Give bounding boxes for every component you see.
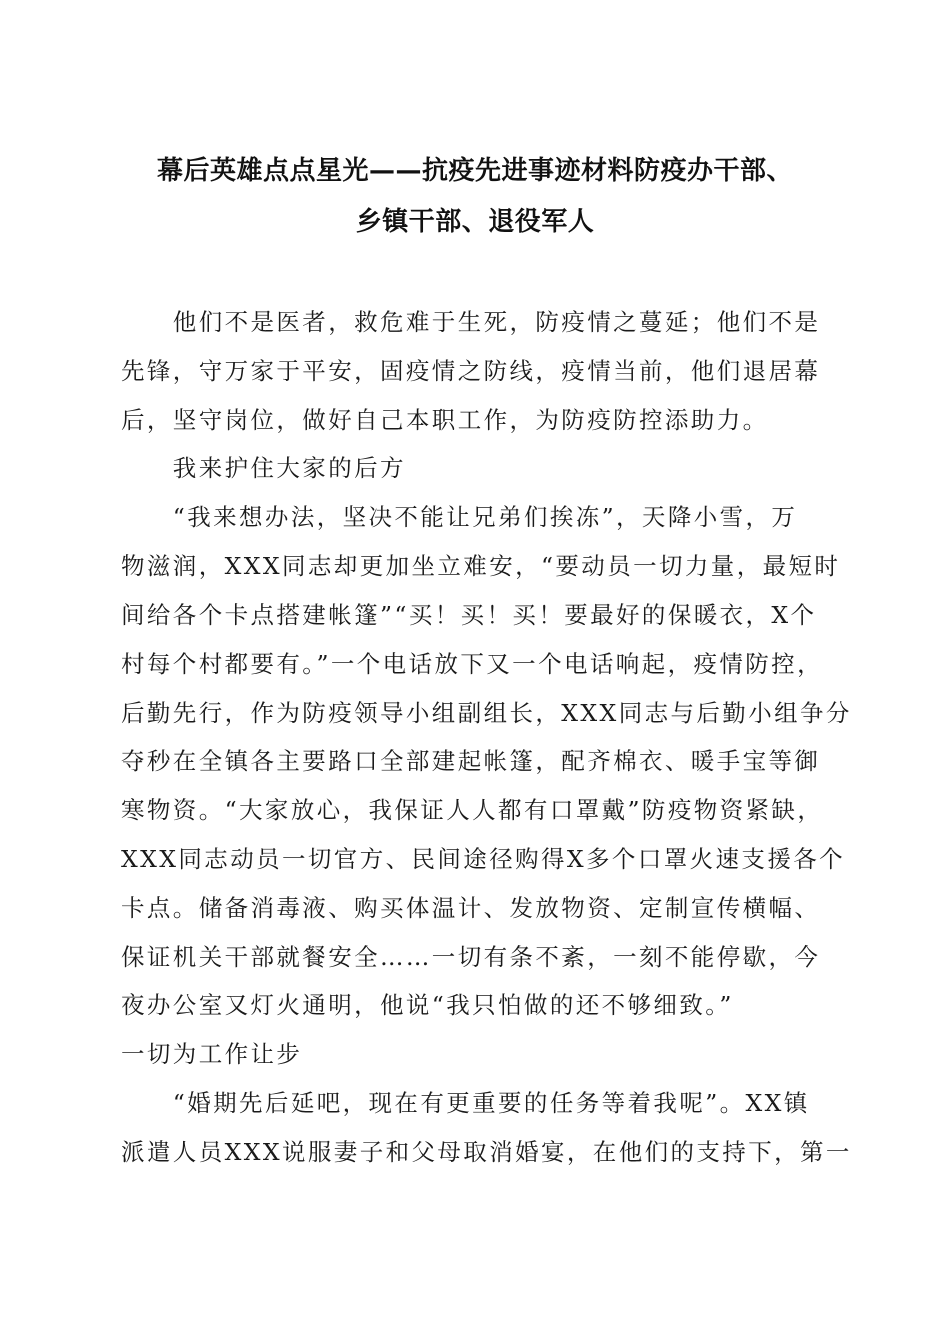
body-text-line: 夜办公室又灯火通明，他说“我只怕做的还不够细致。” (121, 991, 734, 1019)
section-heading: 一切为工作让步 (121, 1040, 303, 1068)
body-text-line: 后勤先行，作为防疫领导小组副组长，XXX同志与后勤小组争分 (121, 699, 852, 727)
body-text-line: 夺秒在全镇各主要路口全部建起帐篷，配齐棉衣、暖手宝等御 (121, 747, 821, 775)
body-text-line: 寒物资。“大家放心，我保证人人都有口罩戴”防疫物资紧缺， (121, 796, 824, 824)
body-text-line: “我来想办法，坚决不能让兄弟们挨冻”，天降小雪，万 (121, 503, 798, 531)
document-title-line-2: 乡镇干部、退役军人 (355, 207, 595, 237)
body-text-line: 后，坚守岗位，做好自己本职工作，为防疫防控添助力。 (121, 406, 769, 434)
body-text-line: XXX同志动员一切官方、民间途径购得X多个口罩火速支援各个 (121, 845, 846, 873)
document-title-line-1: 幕后英雄点点星光——抗疫先进事迹材料防疫办干部、 (156, 156, 793, 186)
body-text-line: 村每个村都要有。”一个电话放下又一个电话响起，疫情防控， (121, 650, 823, 678)
section-heading: 我来护住大家的后方 (121, 454, 406, 482)
body-text-line: 他们不是医者，救危难于生死，防疫情之蔓延；他们不是 (121, 308, 821, 336)
body-text-line: “婚期先后延吧，现在有更重要的任务等着我呢”。XX镇 (121, 1089, 810, 1117)
body-text-line: 卡点。储备消毒液、购买体温计、发放物资、定制宣传横幅、 (121, 894, 821, 922)
body-text-line: 派遣人员XXX说服妻子和父母取消婚宴，在他们的支持下，第一 (121, 1138, 852, 1166)
body-text-line: 先锋，守万家于平安，固疫情之防线，疫情当前，他们退居幕 (121, 357, 821, 385)
body-text-line: 物滋润，XXX同志却更加坐立难安，“要动员一切力量，最短时 (121, 552, 841, 580)
body-text-line: 保证机关干部就餐安全……一切有条不紊，一刻不能停歇，今 (121, 943, 821, 971)
body-text-line: 间给各个卡点搭建帐篷”“买！买！买！要最好的保暖衣，X个 (121, 601, 817, 629)
